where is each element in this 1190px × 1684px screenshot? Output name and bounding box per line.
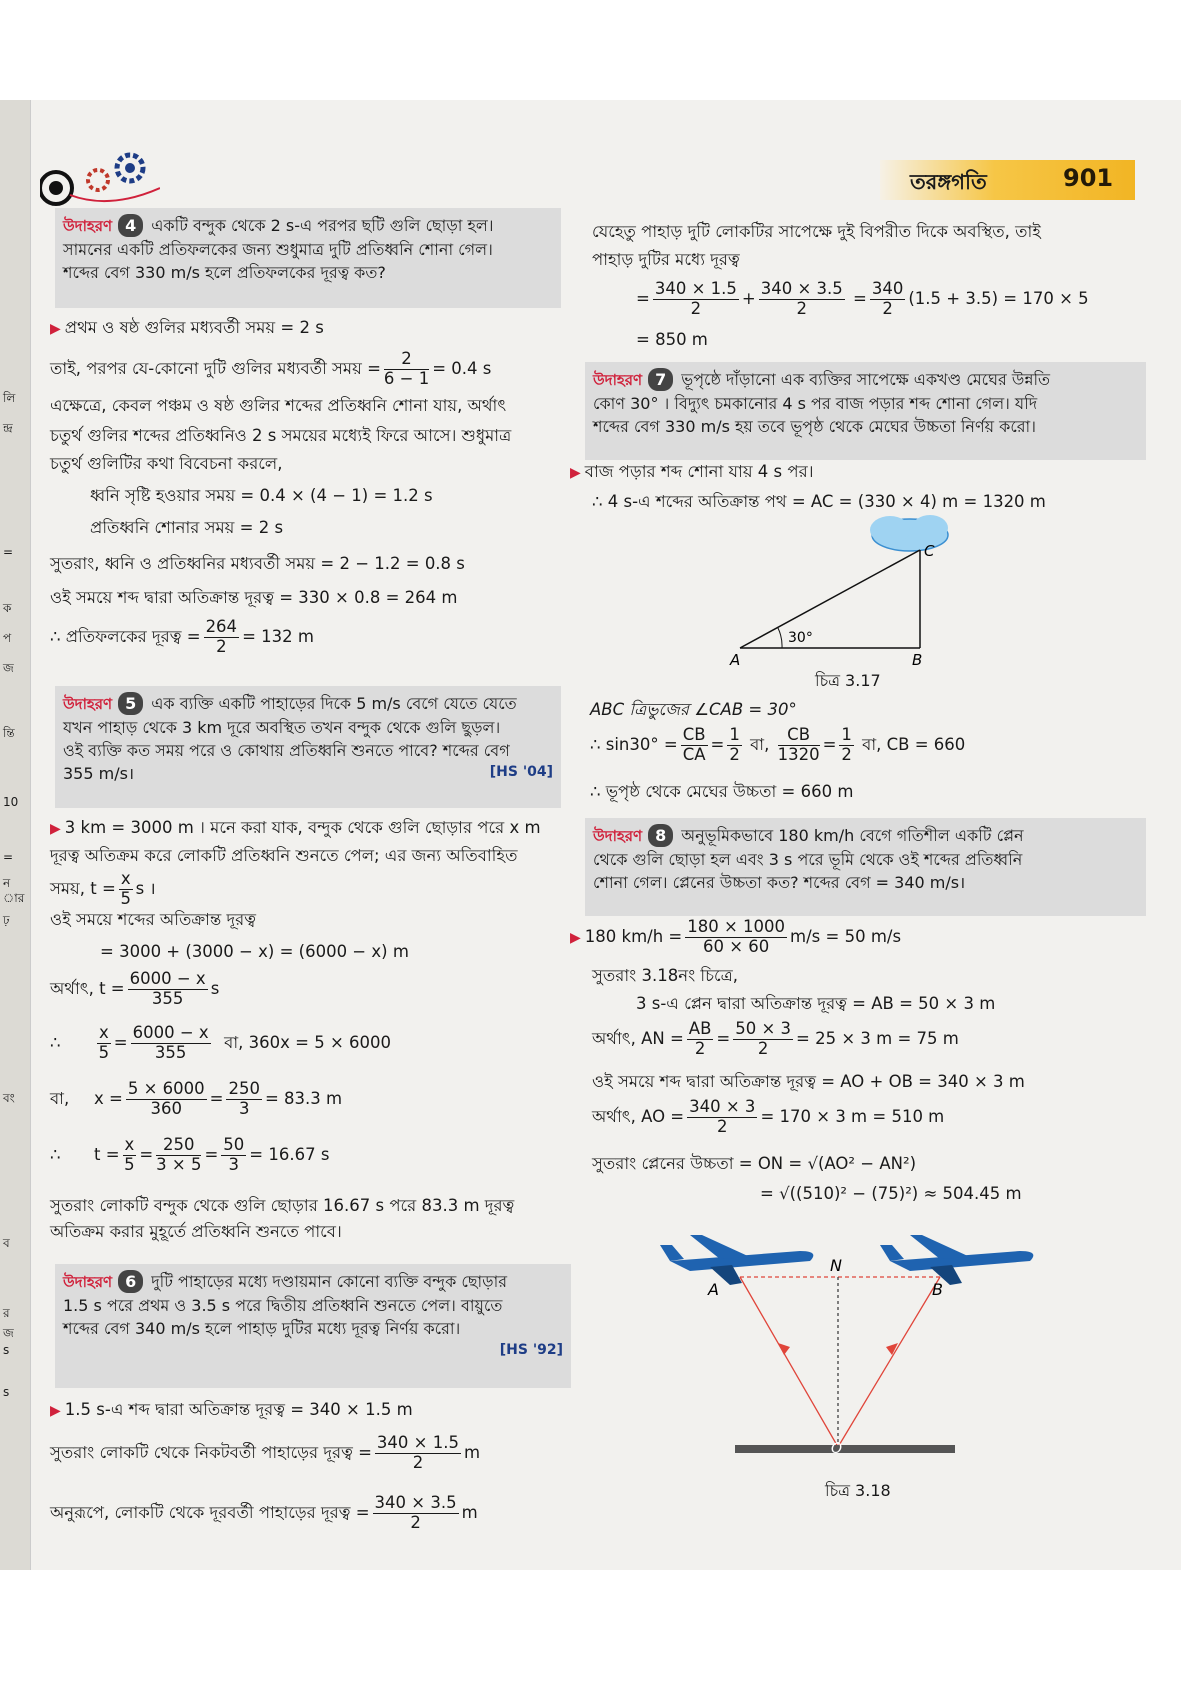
numerator: 340 × 3.5 bbox=[374, 1493, 457, 1512]
denominator: 2 bbox=[410, 1512, 421, 1532]
numerator: CB bbox=[682, 725, 706, 744]
path-ao bbox=[740, 1277, 838, 1447]
solution-line: ওই সময়ে শব্দ দ্বারা অতিক্রান্ত দূরত্ব = 330 × 0.8 = 264 m bbox=[50, 588, 458, 607]
spine-letter: জ bbox=[3, 661, 14, 675]
spine-letter: s bbox=[3, 1385, 10, 1399]
question-text: শব্দের বেগ 330 m/s হলে প্রতিফলকের দূরত্ব কত? bbox=[63, 262, 386, 282]
question-text: কোণ 30° । বিদ্যুৎ চমকানোর 4 s পর বাজ পড়ার শব্দ শোনা গেল। যদি bbox=[593, 393, 1038, 413]
denominator: 2 bbox=[882, 298, 893, 318]
label-a: A bbox=[708, 1280, 719, 1299]
label-c: C bbox=[924, 542, 935, 560]
question-text: এক ব্যক্তি একটি পাহাড়ের দিকে 5 m/s বেগে যেতে যেতে bbox=[151, 694, 517, 713]
chapter-title: তরঙ্গগতি bbox=[910, 170, 987, 194]
symbol: = bbox=[822, 734, 837, 754]
fraction bbox=[123, 1136, 137, 1175]
solution-line: সুতরাং লোকটি বন্দুক থেকে গুলি ছোড়ার 16.67 s পরে 83.3 m দূরত্ব bbox=[50, 1196, 515, 1215]
example-8-box bbox=[585, 818, 1146, 916]
arrow-icon: ▶ bbox=[570, 929, 581, 946]
spine-letter: র bbox=[3, 1306, 10, 1320]
numerator: 50 × 3 bbox=[735, 1019, 792, 1038]
result: = 83.3 m bbox=[264, 1088, 343, 1108]
denominator: 2 bbox=[841, 744, 852, 764]
denominator: 2 bbox=[729, 744, 740, 764]
figure-3-17 bbox=[720, 510, 980, 670]
fraction bbox=[759, 280, 845, 319]
fraction bbox=[221, 1136, 246, 1175]
symbol: = bbox=[716, 1028, 731, 1048]
spine-letter: ব bbox=[3, 1236, 10, 1250]
result: s bbox=[210, 978, 220, 998]
solution-line: ∴ প্রতিফলকের দূরত্ব = bbox=[50, 626, 201, 646]
denominator: 2 bbox=[757, 1038, 769, 1058]
example-badge: উদাহরণ bbox=[63, 695, 113, 713]
cloud-icon bbox=[912, 515, 948, 541]
lhs: অর্থাৎ, AN = bbox=[592, 1028, 684, 1048]
spine-letter: = bbox=[3, 545, 14, 559]
numerator: AB bbox=[688, 1019, 712, 1038]
fraction bbox=[375, 1434, 461, 1473]
solution-line: প্রথম ও ষষ্ঠ গুলির মধ্যবর্তী সময় = 2 s bbox=[64, 318, 324, 337]
symbol: = bbox=[636, 288, 650, 308]
example-number: 8 bbox=[648, 824, 673, 847]
arrow-down-icon bbox=[778, 1343, 790, 1355]
angle-arc bbox=[778, 628, 782, 648]
label-a: A bbox=[730, 651, 741, 669]
label-n: N bbox=[830, 1256, 842, 1275]
denominator: 5 bbox=[120, 888, 131, 908]
symbol: বা, bbox=[750, 734, 770, 754]
figure-caption: চিত্র 3.18 bbox=[825, 1481, 891, 1500]
fraction bbox=[126, 1080, 207, 1119]
question-text: শব্দের বেগ 330 m/s হয় তবে ভূপৃষ্ঠ থেকে মেঘের উচ্চতা নির্ণয় করো। bbox=[593, 416, 1036, 436]
numerator: 250 bbox=[228, 1079, 260, 1098]
example-4-box bbox=[55, 208, 561, 308]
denominator: 355 bbox=[154, 1042, 187, 1062]
lhs: 180 km/h = bbox=[584, 926, 683, 946]
denominator: 2 bbox=[690, 298, 702, 318]
numerator: 340 × 1.5 bbox=[654, 279, 737, 298]
solution-line: = 850 m bbox=[636, 330, 708, 349]
spine-letter: ন্দ্র bbox=[3, 421, 13, 435]
symbol: = bbox=[113, 1032, 128, 1052]
example-badge: উদাহরণ bbox=[593, 827, 643, 845]
numerator: x bbox=[120, 869, 131, 888]
numerator: 340 × 3 bbox=[689, 1097, 756, 1116]
symbol: = bbox=[853, 288, 867, 308]
spine-letter: 10 bbox=[3, 795, 19, 809]
fraction bbox=[97, 1024, 111, 1063]
example-7-box bbox=[585, 362, 1146, 460]
fraction bbox=[131, 1024, 211, 1063]
example-6-box bbox=[55, 1264, 571, 1388]
spine-letter: ন bbox=[3, 876, 11, 890]
question-text: 1.5 s পরে প্রথম ও 3.5 s পরে দ্বিতীয় প্রতিধ্বনি শুনতে পেল। বায়ুতে bbox=[63, 1295, 503, 1315]
denominator: 3 × 5 bbox=[156, 1154, 202, 1174]
fraction bbox=[733, 1020, 793, 1059]
fraction bbox=[653, 280, 739, 319]
spine-letter: বং bbox=[3, 1091, 15, 1105]
solution-line: 1.5 s-এ শব্দ দ্বারা অতিক্রান্ত দূরত্ব = 340 × 1.5 m bbox=[64, 1400, 413, 1419]
question-text: শোনা গেল। প্লেনের উচ্চতা কত? শব্দের বেগ = 340 m/s। bbox=[593, 872, 966, 892]
label-o: O bbox=[831, 1441, 843, 1457]
solution-line: দূরত্ব অতিক্রম করে লোকটি প্রতিধ্বনি শুনতে পেল; এর জন্য অতিবাহিত bbox=[50, 846, 518, 865]
denominator: 355 bbox=[151, 988, 184, 1008]
symbol: = bbox=[710, 734, 725, 754]
spine-letter: প bbox=[3, 631, 12, 645]
spine-letter: ন্তি bbox=[3, 726, 15, 740]
label-b: B bbox=[932, 1280, 943, 1299]
question-text: একটি বন্দুক থেকে 2 s-এ পরপর ছটি গুলি ছোড়া হল। bbox=[151, 216, 494, 235]
solution-line: চতুর্থ গুলিটির কথা বিবেচনা করলে, bbox=[50, 454, 283, 473]
numerator: 2 bbox=[384, 350, 429, 370]
question-text: শব্দের বেগ 340 m/s হলে পাহাড় দুটির মধ্যে দূরত্ব নির্ণয় করো। bbox=[63, 1318, 461, 1338]
denominator: 2 bbox=[796, 298, 807, 318]
gear-logo-icon bbox=[40, 150, 160, 210]
numerator: x bbox=[99, 1023, 109, 1042]
example-badge: উদাহরণ bbox=[63, 1273, 113, 1291]
arrow-icon: ▶ bbox=[50, 321, 61, 337]
result: m bbox=[463, 1442, 481, 1462]
numerator: 264 bbox=[205, 617, 238, 636]
page-number: 901 bbox=[1063, 164, 1114, 192]
example-badge: উদাহরণ bbox=[593, 371, 643, 389]
question-text: ভূপৃষ্ঠে দাঁড়ানো এক ব্যক্তির সাপেক্ষে একখণ্ড মেঘের উন্নতি bbox=[681, 370, 1051, 389]
question-text: 355 m/s। bbox=[63, 764, 135, 784]
solution-line: প্রতিধ্বনি শোনার সময় = 2 s bbox=[90, 518, 284, 537]
result: = 25 × 3 m = 75 m bbox=[796, 1028, 959, 1048]
symbol: + bbox=[741, 288, 756, 308]
numerator: 180 × 1000 bbox=[687, 917, 786, 936]
spine-letter: ঢ় bbox=[3, 913, 10, 927]
symbol: ∴ bbox=[50, 1144, 61, 1164]
denominator: 2 bbox=[717, 1116, 728, 1136]
numerator: 5 × 6000 bbox=[127, 1079, 205, 1098]
numerator: x bbox=[124, 1135, 135, 1154]
fraction bbox=[384, 350, 429, 389]
fraction bbox=[128, 970, 208, 1009]
path-ob bbox=[838, 1277, 940, 1447]
solution-line: বাজ পড়ার শব্দ শোনা যায় 4 s পর। bbox=[584, 462, 814, 481]
fraction bbox=[681, 726, 708, 765]
numerator: 1 bbox=[729, 725, 740, 744]
denominator: 6 − 1 bbox=[383, 368, 430, 388]
symbol: ∴ bbox=[50, 1032, 61, 1052]
fraction bbox=[870, 280, 906, 319]
question-text: সামনের একটি প্রতিফলকের জন্য শুধুমাত্র দুটি প্রতিধ্বনি শোনা গেল। bbox=[63, 239, 493, 259]
triangle-side-ac bbox=[740, 550, 920, 648]
denominator: 2 bbox=[216, 636, 227, 656]
label-b: B bbox=[912, 651, 923, 669]
lhs: x = bbox=[94, 1088, 123, 1108]
lhs: অর্থাৎ, AO = bbox=[592, 1106, 685, 1126]
exam-tag: [HS '92] bbox=[499, 1342, 563, 1359]
result: = 170 × 3 m = 510 m bbox=[760, 1106, 945, 1126]
solution-line: সুতরাং প্লেনের উচ্চতা = ON = √(AO² − AN²) bbox=[592, 1154, 917, 1173]
cloud-icon bbox=[870, 516, 910, 544]
solution-line: তাই, পরপর যে-কোনো দুটি গুলির মধ্যবর্তী সময় = bbox=[50, 358, 381, 378]
numerator: 340 × 1.5 bbox=[376, 1433, 459, 1452]
solution-line: 3 km = 3000 m । মনে করা যাক, বন্দুক থেকে গুলি ছোড়ার পরে x m bbox=[64, 818, 541, 837]
example-number: 6 bbox=[118, 1270, 143, 1293]
solution-line: পাহাড় দুটির মধ্যে দূরত্ব bbox=[592, 250, 740, 269]
denominator: CA bbox=[682, 744, 706, 764]
fraction bbox=[226, 1080, 262, 1119]
spine-letter: = bbox=[3, 850, 14, 864]
spine-letter: s bbox=[3, 1343, 10, 1357]
result: m bbox=[461, 1502, 478, 1522]
result: = 16.67 s bbox=[249, 1144, 330, 1164]
example-badge: উদাহরণ bbox=[63, 217, 113, 235]
exam-tag: [HS '04] bbox=[489, 764, 553, 781]
solution-line: সময়, t = bbox=[50, 878, 116, 898]
arrow-icon: ▶ bbox=[50, 1403, 61, 1419]
numerator: 340 bbox=[871, 279, 904, 298]
denominator: 5 bbox=[98, 1042, 110, 1062]
question-text: যখন পাহাড় থেকে 3 km দূরে অবস্থিত তখন বন্দুক থেকে গুলি ছুড়ল। bbox=[63, 717, 501, 737]
solution-line: 3 s-এ প্লেন দ্বারা অতিক্রান্ত দূরত্ব = AB = 50 × 3 m bbox=[636, 994, 996, 1013]
angle-label: 30° bbox=[788, 630, 813, 646]
solution-line: = 3000 + (3000 − x) = (6000 − x) m bbox=[100, 942, 409, 961]
fraction bbox=[156, 1136, 201, 1175]
fraction bbox=[373, 1494, 459, 1533]
denominator: 60 × 60 bbox=[702, 936, 770, 956]
solution-line: = √((510)² − (75)²) ≈ 504.45 m bbox=[760, 1184, 1022, 1203]
solution-line: ∴ 4 s-এ শব্দের অতিক্রান্ত পথ = AC = (330 × 4) m = 1320 m bbox=[592, 492, 1046, 511]
denominator: 1320 bbox=[777, 744, 820, 764]
solution-line: ওই সময়ে শব্দের অতিক্রান্ত দূরত্ব bbox=[50, 910, 256, 929]
result: বা, CB = 660 bbox=[862, 734, 966, 754]
numerator: 340 × 3.5 bbox=[760, 279, 843, 298]
spine-letter: লি bbox=[3, 391, 16, 405]
denominator: 2 bbox=[694, 1038, 706, 1058]
arrow-icon: ▶ bbox=[570, 465, 581, 481]
spine-letter: জ bbox=[3, 1326, 14, 1340]
denominator: 3 bbox=[238, 1098, 250, 1118]
solution-line: চতুর্থ গুলির শব্দের প্রতিধ্বনিও 2 s সময়ের মধ্যেই ফিরে আসে। শুধুমাত্র bbox=[50, 426, 512, 445]
fraction bbox=[687, 1098, 757, 1137]
fraction bbox=[778, 726, 820, 765]
question-text: ওই ব্যক্তি কত সময় পরে ও কোথায় প্রতিধ্বনি শুনতে পাবে? শব্দের বেগ bbox=[63, 740, 510, 760]
lhs: t = bbox=[94, 1144, 120, 1164]
result: = 0.4 s bbox=[432, 358, 492, 378]
solution-line: যেহেতু পাহাড় দুটি লোকটির সাপেক্ষে দুই বিপরীত দিকে অবস্থিত, তাই bbox=[592, 222, 1041, 241]
numerator: CB bbox=[778, 726, 820, 746]
example-number: 5 bbox=[118, 692, 143, 715]
numerator: 6000 − x bbox=[132, 1023, 209, 1042]
symbol: বা, bbox=[50, 1088, 70, 1108]
fraction bbox=[119, 870, 133, 909]
result: বা, 360x = 5 × 6000 bbox=[224, 1032, 392, 1052]
numerator: 250 bbox=[156, 1136, 201, 1156]
arrow-icon: ▶ bbox=[50, 821, 61, 837]
example-5-box bbox=[55, 686, 561, 808]
figure-caption: চিত্র 3.17 bbox=[815, 671, 881, 690]
example-number: 7 bbox=[648, 368, 673, 391]
question-text: থেকে গুলি ছোড়া হল এবং 3 s পরে ভূমি থেকে ওই শব্দের প্রতিধ্বনি bbox=[593, 849, 1023, 869]
solution-line: ∴ ভূপৃষ্ঠ থেকে মেঘের উচ্চতা = 660 m bbox=[590, 782, 854, 801]
solution-line: অনুরূপে, লোকটি থেকে দূরবর্তী পাহাড়ের দূরত্ব = bbox=[50, 1502, 370, 1522]
solution-line: অতিক্রম করার মুহূর্তে প্রতিধ্বনি শুনতে পাবে। bbox=[50, 1222, 342, 1241]
solution-line: সুতরাং 3.18নং চিত্রে, bbox=[592, 966, 739, 985]
denominator: 360 bbox=[150, 1098, 182, 1118]
spine-letter: ক bbox=[3, 601, 12, 615]
ground-icon bbox=[735, 1445, 955, 1453]
figure-3-18 bbox=[650, 1215, 1070, 1475]
solution-line: এক্ষেত্রে, কেবল পঞ্চম ও ষষ্ঠ গুলির শব্দের প্রতিধ্বনি শোনা যায়, অর্থাৎ bbox=[50, 396, 507, 415]
fraction bbox=[687, 1020, 714, 1059]
result: s । bbox=[135, 878, 156, 898]
result: = 132 m bbox=[242, 626, 314, 646]
numerator: 50 bbox=[223, 1135, 245, 1154]
result: (1.5 + 3.5) = 170 × 5 bbox=[908, 288, 1089, 308]
fraction bbox=[204, 618, 240, 657]
solution-line: সুতরাং, ধ্বনি ও প্রতিধ্বনির মধ্যবর্তী সময় = 2 − 1.2 = 0.8 s bbox=[50, 554, 465, 573]
denominator: 5 bbox=[124, 1154, 135, 1174]
solution-line: ABC ত্রিভুজের ∠CAB = 30° bbox=[590, 700, 797, 719]
solution-line: ধ্বনি সৃষ্টি হওয়ার সময় = 0.4 × (4 − 1) = 1.2 s bbox=[90, 486, 433, 505]
numerator: 6000 − x bbox=[129, 969, 206, 988]
denominator: 2 bbox=[412, 1452, 424, 1472]
numerator: 1 bbox=[841, 725, 852, 744]
lhs: ∴ sin30° = bbox=[590, 734, 678, 754]
denominator: 3 bbox=[228, 1154, 240, 1174]
result: m/s = 50 m/s bbox=[790, 926, 902, 946]
solution-line: অর্থাৎ, t = bbox=[50, 978, 125, 998]
question-text: দুটি পাহাড়ের মধ্যে দণ্ডায়মান কোনো ব্যক্তি বন্দুক ছোড়ার bbox=[151, 1272, 508, 1291]
spine-letter: ার bbox=[3, 891, 25, 905]
example-number: 4 bbox=[118, 214, 143, 237]
question-text: অনুভূমিকভাবে 180 km/h বেগে গতিশীল একটি প্লেন bbox=[681, 826, 1024, 845]
fraction bbox=[839, 726, 854, 765]
solution-line: সুতরাং লোকটি থেকে নিকটবর্তী পাহাড়ের দূরত্ব = bbox=[50, 1442, 372, 1462]
fraction bbox=[727, 726, 742, 765]
solution-line: ওই সময়ে শব্দ দ্বারা অতিক্রান্ত দূরত্ব = AO + OB = 340 × 3 m bbox=[592, 1072, 1025, 1091]
fraction bbox=[685, 918, 787, 957]
